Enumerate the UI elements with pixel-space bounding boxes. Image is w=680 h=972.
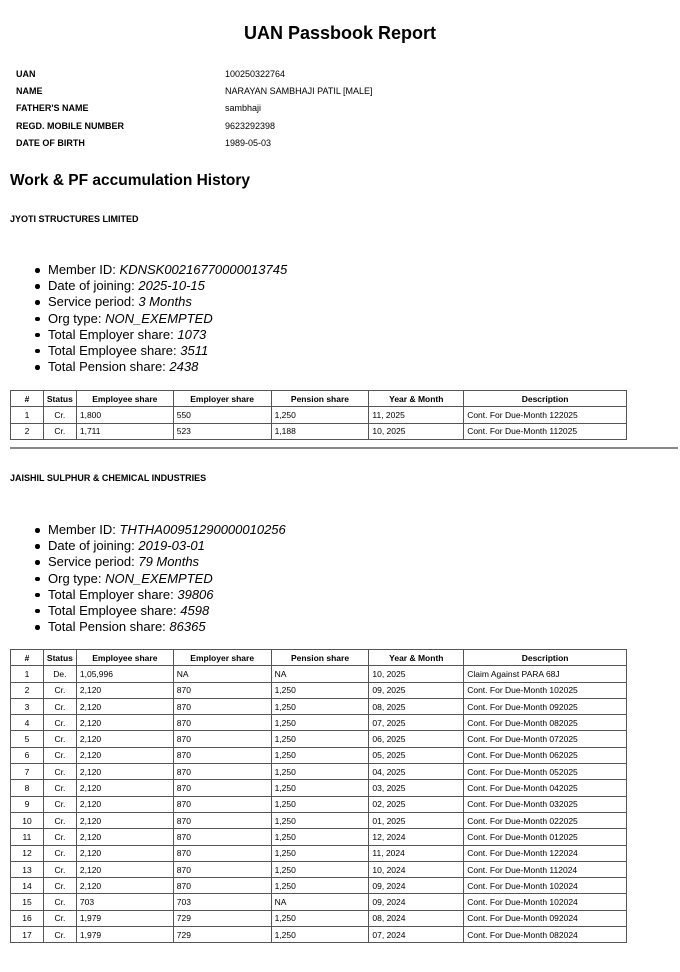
table-cell: 523 <box>173 423 271 439</box>
table-cell: 2,120 <box>76 747 173 763</box>
table-row <box>11 682 627 698</box>
info-value: NARAYAN SAMBHAJI PATIL [MALE] <box>225 85 373 96</box>
table-cell: Cr. <box>43 829 76 845</box>
detail-value: 79 Months <box>138 554 200 570</box>
table-cell: 1,250 <box>271 812 369 828</box>
detail-value: 39806 <box>177 586 214 602</box>
table-cell: 1,250 <box>271 829 369 845</box>
table-cell: 1,250 <box>271 407 369 423</box>
table-cell: 870 <box>173 829 271 845</box>
establishment-name: JAISHIL SULPHUR & CHEMICAL INDUSTRIES <box>10 473 207 483</box>
detail-value: 2025-10-15 <box>138 278 205 294</box>
table-row <box>11 780 627 796</box>
table-cell: 1,250 <box>271 764 369 780</box>
table-cell: 09, 2024 <box>369 878 464 894</box>
detail-label: Member ID: <box>48 262 116 277</box>
detail-label: Org type: <box>48 310 102 326</box>
table-cell: 870 <box>173 747 271 763</box>
table-cell: Claim Against PARA 68J <box>464 666 627 682</box>
table-cell: Cont. For Due-Month 022025 <box>464 812 627 828</box>
table-row <box>11 747 627 763</box>
column-header: # <box>11 650 44 666</box>
table-cell: Cr. <box>43 731 76 747</box>
table-cell: 2,120 <box>76 812 173 828</box>
detail-item <box>48 278 287 294</box>
column-header: Status <box>43 650 76 666</box>
info-value: 100250322764 <box>225 68 286 79</box>
table-cell: 729 <box>173 910 271 926</box>
table-cell: De. <box>43 666 76 682</box>
table-cell: 1,250 <box>271 796 369 812</box>
table-cell: Cont. For Due-Month 092024 <box>464 910 627 926</box>
table-cell: 870 <box>173 861 271 877</box>
table-cell: 2,120 <box>76 715 173 731</box>
table-cell: 11, 2025 <box>369 407 464 423</box>
table-cell: 03, 2025 <box>369 780 464 796</box>
column-header: Description <box>464 650 627 666</box>
table-cell: Cr. <box>43 845 76 861</box>
table-row <box>11 878 627 894</box>
table-cell: 07, 2025 <box>369 715 464 731</box>
table-row <box>11 796 627 812</box>
table-cell: 10, 2025 <box>369 423 464 439</box>
detail-item <box>48 587 286 603</box>
table-cell: 703 <box>173 894 271 910</box>
table-cell: 2,120 <box>76 682 173 698</box>
table-cell: NA <box>271 894 369 910</box>
table-cell: 09, 2025 <box>369 682 464 698</box>
table-cell: 10, 2025 <box>369 666 464 682</box>
table-cell: Cont. For Due-Month 112025 <box>464 423 627 439</box>
table-row <box>11 407 627 423</box>
table-cell: Cont. For Due-Month 052025 <box>464 764 627 780</box>
info-value: 9623292398 <box>225 120 276 131</box>
table-row <box>11 764 627 780</box>
detail-item <box>48 359 287 375</box>
table-row <box>11 861 627 877</box>
table-cell: 12, 2024 <box>369 829 464 845</box>
column-header: Employer share <box>173 391 271 407</box>
detail-value: THTHA00951290000010256 <box>119 522 286 537</box>
table-header-row <box>11 391 627 407</box>
detail-item <box>48 603 286 619</box>
table-cell: 1 <box>11 666 44 682</box>
detail-label: Total Employee share: <box>48 342 177 358</box>
table-cell: Cont. For Due-Month 122025 <box>464 407 627 423</box>
table-cell: 870 <box>173 698 271 714</box>
table-cell: 2,120 <box>76 796 173 812</box>
column-header: # <box>11 391 44 407</box>
table-cell: 1,979 <box>76 927 173 943</box>
table-cell: 870 <box>173 731 271 747</box>
table-cell: 2,120 <box>76 698 173 714</box>
table-cell: 1,250 <box>271 698 369 714</box>
table-cell: 870 <box>173 796 271 812</box>
table-cell: 04, 2025 <box>369 764 464 780</box>
detail-item <box>48 538 286 554</box>
table-cell: Cr. <box>43 910 76 926</box>
info-value: sambhaji <box>225 103 262 114</box>
detail-item <box>48 327 287 343</box>
table-row <box>11 829 627 845</box>
detail-label: Date of joining: <box>48 278 135 294</box>
detail-item <box>48 554 286 570</box>
detail-value: 2438 <box>169 359 199 375</box>
table-cell: 1,250 <box>271 927 369 943</box>
table-cell: 1 <box>11 407 44 423</box>
info-row-uan <box>16 65 373 82</box>
section-heading: Work & PF accumulation History <box>10 172 251 189</box>
detail-value: 86365 <box>169 619 206 635</box>
table-cell: 870 <box>173 715 271 731</box>
info-value: 1989-05-03 <box>225 137 272 148</box>
table-cell: 1,250 <box>271 878 369 894</box>
table-cell: 1,250 <box>271 910 369 926</box>
table-cell: 14 <box>11 878 44 894</box>
info-row-father <box>16 100 373 117</box>
table-cell: 12 <box>11 845 44 861</box>
info-label: FATHER'S NAME <box>16 103 89 114</box>
table-cell: NA <box>271 666 369 682</box>
table-cell: 01, 2025 <box>369 812 464 828</box>
info-label: DATE OF BIRTH <box>16 137 85 148</box>
table-cell: 870 <box>173 845 271 861</box>
table-cell: Cont. For Due-Month 032025 <box>464 796 627 812</box>
detail-value: NON_EXEMPTED <box>105 570 213 586</box>
detail-label: Total Pension share: <box>48 359 166 375</box>
detail-item <box>48 343 287 359</box>
table-cell: 02, 2025 <box>369 796 464 812</box>
detail-item <box>48 522 286 538</box>
detail-value: 2019-03-01 <box>138 538 205 554</box>
table-cell: 1,250 <box>271 861 369 877</box>
table-cell: Cont. For Due-Month 112024 <box>464 861 627 877</box>
detail-value: NON_EXEMPTED <box>105 310 213 326</box>
info-row-dob <box>16 134 373 151</box>
table-cell: 07, 2024 <box>369 927 464 943</box>
detail-item <box>48 619 286 635</box>
table-cell: 10, 2024 <box>369 861 464 877</box>
table-cell: 870 <box>173 780 271 796</box>
table-cell: Cont. For Due-Month 102024 <box>464 878 627 894</box>
detail-label: Member ID: <box>48 522 116 537</box>
table-row <box>11 666 627 682</box>
table-cell: Cont. For Due-Month 102024 <box>464 894 627 910</box>
table-cell: 11 <box>11 829 44 845</box>
table-cell: Cont. For Due-Month 012025 <box>464 829 627 845</box>
table-cell: 2,120 <box>76 780 173 796</box>
table-cell: 870 <box>173 812 271 828</box>
table-header-row <box>11 650 627 666</box>
detail-label: Service period: <box>48 294 135 310</box>
column-header: Year & Month <box>369 391 464 407</box>
divider <box>10 447 678 449</box>
table-cell: 1,250 <box>271 731 369 747</box>
table-cell: Cr. <box>43 878 76 894</box>
table-cell: 05, 2025 <box>369 747 464 763</box>
table-cell: 8 <box>11 780 44 796</box>
info-label: NAME <box>16 85 43 96</box>
table-cell: 2 <box>11 423 44 439</box>
passbook-table <box>10 649 627 943</box>
establishment-details <box>48 522 286 635</box>
table-cell: 1,05,996 <box>76 666 173 682</box>
detail-item <box>48 571 286 587</box>
report-title: UAN Passbook Report <box>243 23 437 43</box>
table-cell: 08, 2024 <box>369 910 464 926</box>
table-cell: 1,188 <box>271 423 369 439</box>
passbook-table <box>10 390 627 440</box>
table-row <box>11 910 627 926</box>
table-cell: 870 <box>173 764 271 780</box>
table-cell: 2,120 <box>76 731 173 747</box>
table-row <box>11 894 627 910</box>
info-row-mobile <box>16 117 373 134</box>
detail-label: Service period: <box>48 554 135 570</box>
table-cell: Cr. <box>43 927 76 943</box>
table-cell: 550 <box>173 407 271 423</box>
column-header: Employee share <box>76 650 173 666</box>
table-cell: 2,120 <box>76 861 173 877</box>
table-cell: 13 <box>11 861 44 877</box>
table-cell: 15 <box>11 894 44 910</box>
table-cell: NA <box>173 666 271 682</box>
table-cell: 6 <box>11 747 44 763</box>
table-cell: Cont. For Due-Month 072025 <box>464 731 627 747</box>
table-cell: 2,120 <box>76 829 173 845</box>
detail-value: 3 Months <box>138 294 192 310</box>
detail-label: Org type: <box>48 570 102 586</box>
table-cell: 16 <box>11 910 44 926</box>
table-cell: 1,979 <box>76 910 173 926</box>
table-cell: Cont. For Due-Month 082025 <box>464 715 627 731</box>
table-cell: 2 <box>11 682 44 698</box>
table-cell: Cont. For Due-Month 062025 <box>464 747 627 763</box>
establishment-name: JYOTI STRUCTURES LIMITED <box>10 214 139 224</box>
column-header: Year & Month <box>369 650 464 666</box>
table-cell: Cr. <box>43 894 76 910</box>
column-header: Status <box>43 391 76 407</box>
table-cell: Cont. For Due-Month 122024 <box>464 845 627 861</box>
table-cell: 2,120 <box>76 878 173 894</box>
table-row <box>11 812 627 828</box>
column-header: Description <box>464 391 627 407</box>
info-label: REGD. MOBILE NUMBER <box>16 120 124 131</box>
detail-label: Total Pension share: <box>48 619 166 635</box>
info-label: UAN <box>16 68 36 79</box>
table-cell: Cont. For Due-Month 092025 <box>464 698 627 714</box>
member-info <box>16 65 373 151</box>
detail-value: 4598 <box>180 602 210 618</box>
table-cell: 1,250 <box>271 715 369 731</box>
table-cell: Cont. For Due-Month 102025 <box>464 682 627 698</box>
table-cell: 1,800 <box>76 407 173 423</box>
table-row <box>11 927 627 943</box>
table-cell: 1,250 <box>271 682 369 698</box>
detail-value: 1073 <box>177 326 207 342</box>
table-row <box>11 715 627 731</box>
column-header: Employee share <box>76 391 173 407</box>
table-cell: 870 <box>173 878 271 894</box>
table-cell: 06, 2025 <box>369 731 464 747</box>
table-cell: 9 <box>11 796 44 812</box>
table-cell: Cr. <box>43 861 76 877</box>
table-cell: 3 <box>11 698 44 714</box>
detail-label: Date of joining: <box>48 538 135 554</box>
column-header: Employer share <box>173 650 271 666</box>
table-cell: 08, 2025 <box>369 698 464 714</box>
table-row <box>11 731 627 747</box>
table-cell: 729 <box>173 927 271 943</box>
detail-label: Total Employer share: <box>48 326 174 342</box>
table-cell: Cr. <box>43 764 76 780</box>
table-cell: 10 <box>11 812 44 828</box>
column-header: Pension share <box>271 391 369 407</box>
table-cell: Cont. For Due-Month 082024 <box>464 927 627 943</box>
table-cell: Cont. For Due-Month 042025 <box>464 780 627 796</box>
table-cell: Cr. <box>43 780 76 796</box>
detail-value: 3511 <box>180 342 209 358</box>
table-cell: Cr. <box>43 698 76 714</box>
table-cell: Cr. <box>43 747 76 763</box>
table-row <box>11 845 627 861</box>
table-cell: 09, 2024 <box>369 894 464 910</box>
info-row-name <box>16 82 373 99</box>
detail-value: KDNSK00216770000013745 <box>119 262 288 277</box>
table-cell: 1,250 <box>271 747 369 763</box>
establishment-details <box>48 262 287 375</box>
table-cell: 4 <box>11 715 44 731</box>
table-cell: 1,711 <box>76 423 173 439</box>
column-header: Pension share <box>271 650 369 666</box>
table-cell: Cr. <box>43 812 76 828</box>
detail-item <box>48 294 287 310</box>
table-row <box>11 698 627 714</box>
table-cell: 5 <box>11 731 44 747</box>
detail-item <box>48 311 287 327</box>
table-cell: Cr. <box>43 796 76 812</box>
table-cell: Cr. <box>43 682 76 698</box>
table-cell: 11, 2024 <box>369 845 464 861</box>
detail-item <box>48 262 287 278</box>
table-cell: Cr. <box>43 407 76 423</box>
table-cell: 870 <box>173 682 271 698</box>
detail-label: Total Employer share: <box>48 586 174 602</box>
table-row <box>11 423 627 439</box>
table-cell: 703 <box>76 894 173 910</box>
table-cell: 17 <box>11 927 44 943</box>
table-cell: 1,250 <box>271 780 369 796</box>
table-cell: 2,120 <box>76 845 173 861</box>
table-cell: Cr. <box>43 423 76 439</box>
table-cell: 2,120 <box>76 764 173 780</box>
table-cell: 1,250 <box>271 845 369 861</box>
table-cell: Cr. <box>43 715 76 731</box>
detail-label: Total Employee share: <box>48 602 177 618</box>
table-cell: 7 <box>11 764 44 780</box>
